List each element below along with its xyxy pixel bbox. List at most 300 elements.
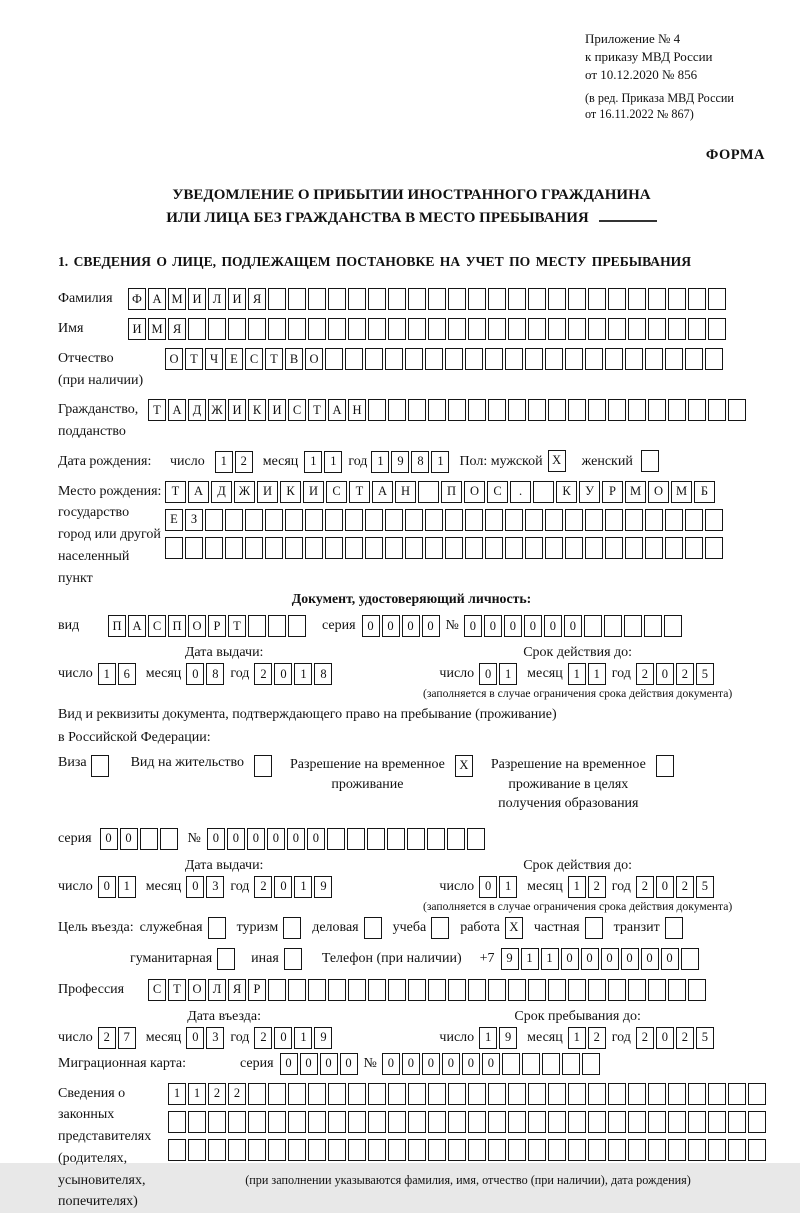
- char-cell[interactable]: 2: [208, 1083, 226, 1105]
- char-cell[interactable]: [548, 1083, 566, 1105]
- char-cell[interactable]: [625, 537, 643, 559]
- char-cell[interactable]: 0: [661, 948, 679, 970]
- char-cell[interactable]: 0: [280, 1053, 298, 1075]
- char-cell[interactable]: [605, 509, 623, 531]
- char-cell[interactable]: [668, 318, 686, 340]
- char-cell[interactable]: Т: [308, 399, 326, 421]
- char-cell[interactable]: [748, 1139, 766, 1161]
- char-cell[interactable]: [408, 318, 426, 340]
- char-cell[interactable]: [245, 537, 263, 559]
- char-cell[interactable]: 9: [391, 451, 409, 473]
- char-cell[interactable]: 0: [656, 876, 674, 898]
- char-cell[interactable]: [467, 828, 485, 850]
- char-cell[interactable]: [325, 348, 343, 370]
- char-cell[interactable]: [681, 948, 699, 970]
- char-cell[interactable]: 0: [287, 828, 305, 850]
- char-cell[interactable]: 9: [314, 876, 332, 898]
- char-cell[interactable]: [604, 615, 622, 637]
- char-cell[interactable]: 0: [422, 1053, 440, 1075]
- char-cell[interactable]: [388, 318, 406, 340]
- char-cell[interactable]: [228, 1139, 246, 1161]
- char-cell[interactable]: [488, 288, 506, 310]
- char-cell[interactable]: [345, 537, 363, 559]
- char-cell[interactable]: [388, 288, 406, 310]
- char-cell[interactable]: [465, 348, 483, 370]
- char-cell[interactable]: [608, 288, 626, 310]
- char-cell[interactable]: 1: [431, 451, 449, 473]
- char-cell[interactable]: У: [579, 481, 600, 503]
- char-cell[interactable]: [582, 1053, 600, 1075]
- char-cell[interactable]: 0: [504, 615, 522, 637]
- char-cell[interactable]: [548, 399, 566, 421]
- char-cell[interactable]: [308, 979, 326, 1001]
- char-cell[interactable]: 8: [411, 451, 429, 473]
- char-cell[interactable]: [268, 1083, 286, 1105]
- char-cell[interactable]: [705, 509, 723, 531]
- char-cell[interactable]: О: [165, 348, 183, 370]
- char-cell[interactable]: [528, 1111, 546, 1133]
- char-cell[interactable]: [685, 537, 703, 559]
- char-cell[interactable]: [728, 399, 746, 421]
- char-cell[interactable]: 0: [120, 828, 138, 850]
- char-cell[interactable]: Б: [694, 481, 715, 503]
- char-cell[interactable]: [588, 1083, 606, 1105]
- char-cell[interactable]: [268, 615, 286, 637]
- temp-residence-edu-checkbox[interactable]: [656, 755, 674, 777]
- char-cell[interactable]: [628, 979, 646, 1001]
- char-cell[interactable]: [268, 288, 286, 310]
- char-cell[interactable]: [568, 318, 586, 340]
- char-cell[interactable]: [664, 615, 682, 637]
- char-cell[interactable]: [288, 288, 306, 310]
- char-cell[interactable]: [668, 399, 686, 421]
- char-cell[interactable]: О: [464, 481, 485, 503]
- char-cell[interactable]: 0: [300, 1053, 318, 1075]
- char-cell[interactable]: [628, 1083, 646, 1105]
- char-cell[interactable]: [565, 509, 583, 531]
- char-cell[interactable]: [308, 288, 326, 310]
- char-cell[interactable]: [665, 348, 683, 370]
- char-cell[interactable]: [288, 318, 306, 340]
- char-cell[interactable]: [528, 1139, 546, 1161]
- char-cell[interactable]: О: [305, 348, 323, 370]
- char-cell[interactable]: [628, 1139, 646, 1161]
- char-cell[interactable]: [405, 509, 423, 531]
- char-cell[interactable]: [288, 615, 306, 637]
- char-cell[interactable]: [645, 348, 663, 370]
- char-cell[interactable]: Ж: [208, 399, 226, 421]
- char-cell[interactable]: [368, 1111, 386, 1133]
- char-cell[interactable]: 1: [568, 1027, 586, 1049]
- char-cell[interactable]: Е: [165, 509, 183, 531]
- char-cell[interactable]: [685, 509, 703, 531]
- char-cell[interactable]: [208, 1111, 226, 1133]
- char-cell[interactable]: [425, 348, 443, 370]
- char-cell[interactable]: [728, 1139, 746, 1161]
- char-cell[interactable]: [388, 1111, 406, 1133]
- char-cell[interactable]: [588, 399, 606, 421]
- char-cell[interactable]: [728, 1111, 746, 1133]
- char-cell[interactable]: О: [188, 615, 206, 637]
- char-cell[interactable]: [585, 348, 603, 370]
- char-cell[interactable]: [268, 318, 286, 340]
- char-cell[interactable]: 1: [499, 876, 517, 898]
- char-cell[interactable]: [608, 399, 626, 421]
- char-cell[interactable]: [348, 979, 366, 1001]
- char-cell[interactable]: 0: [207, 828, 225, 850]
- char-cell[interactable]: [160, 828, 178, 850]
- char-cell[interactable]: Ж: [234, 481, 255, 503]
- char-cell[interactable]: [428, 318, 446, 340]
- char-cell[interactable]: [168, 1111, 186, 1133]
- char-cell[interactable]: 9: [314, 1027, 332, 1049]
- purpose-study-checkbox[interactable]: [431, 917, 449, 939]
- char-cell[interactable]: [548, 1111, 566, 1133]
- char-cell[interactable]: [585, 537, 603, 559]
- char-cell[interactable]: [388, 1139, 406, 1161]
- char-cell[interactable]: 0: [98, 876, 116, 898]
- char-cell[interactable]: [428, 399, 446, 421]
- char-cell[interactable]: [425, 537, 443, 559]
- char-cell[interactable]: К: [280, 481, 301, 503]
- char-cell[interactable]: [308, 1139, 326, 1161]
- char-cell[interactable]: [348, 1111, 366, 1133]
- char-cell[interactable]: [525, 348, 543, 370]
- char-cell[interactable]: [488, 1139, 506, 1161]
- char-cell[interactable]: [328, 979, 346, 1001]
- char-cell[interactable]: 8: [206, 663, 224, 685]
- visa-checkbox[interactable]: [91, 755, 109, 777]
- char-cell[interactable]: [368, 979, 386, 1001]
- purpose-humanitarian-checkbox[interactable]: [217, 948, 235, 970]
- char-cell[interactable]: 7: [118, 1027, 136, 1049]
- char-cell[interactable]: [228, 1111, 246, 1133]
- char-cell[interactable]: [265, 509, 283, 531]
- char-cell[interactable]: [328, 318, 346, 340]
- char-cell[interactable]: 1: [188, 1083, 206, 1105]
- char-cell[interactable]: Я: [248, 288, 266, 310]
- char-cell[interactable]: 1: [541, 948, 559, 970]
- char-cell[interactable]: [368, 399, 386, 421]
- char-cell[interactable]: [265, 537, 283, 559]
- char-cell[interactable]: 1: [588, 663, 606, 685]
- char-cell[interactable]: 2: [676, 876, 694, 898]
- char-cell[interactable]: [185, 537, 203, 559]
- char-cell[interactable]: 0: [274, 876, 292, 898]
- char-cell[interactable]: [448, 979, 466, 1001]
- char-cell[interactable]: [165, 537, 183, 559]
- char-cell[interactable]: [208, 1139, 226, 1161]
- char-cell[interactable]: [488, 318, 506, 340]
- char-cell[interactable]: [468, 979, 486, 1001]
- char-cell[interactable]: [665, 509, 683, 531]
- char-cell[interactable]: [545, 509, 563, 531]
- char-cell[interactable]: [668, 1083, 686, 1105]
- char-cell[interactable]: [568, 1111, 586, 1133]
- char-cell[interactable]: [205, 537, 223, 559]
- char-cell[interactable]: [348, 318, 366, 340]
- char-cell[interactable]: 0: [340, 1053, 358, 1075]
- char-cell[interactable]: 2: [98, 1027, 116, 1049]
- char-cell[interactable]: Т: [165, 481, 186, 503]
- char-cell[interactable]: 1: [521, 948, 539, 970]
- char-cell[interactable]: [448, 399, 466, 421]
- char-cell[interactable]: 0: [601, 948, 619, 970]
- char-cell[interactable]: [668, 1111, 686, 1133]
- char-cell[interactable]: [285, 509, 303, 531]
- char-cell[interactable]: [628, 318, 646, 340]
- char-cell[interactable]: 1: [168, 1083, 186, 1105]
- char-cell[interactable]: М: [168, 288, 186, 310]
- char-cell[interactable]: [408, 1111, 426, 1133]
- char-cell[interactable]: [588, 1111, 606, 1133]
- char-cell[interactable]: Т: [349, 481, 370, 503]
- char-cell[interactable]: [345, 348, 363, 370]
- char-cell[interactable]: [545, 348, 563, 370]
- char-cell[interactable]: [468, 399, 486, 421]
- char-cell[interactable]: [288, 979, 306, 1001]
- char-cell[interactable]: [508, 979, 526, 1001]
- char-cell[interactable]: [285, 537, 303, 559]
- char-cell[interactable]: [188, 1139, 206, 1161]
- char-cell[interactable]: [528, 399, 546, 421]
- char-cell[interactable]: 0: [186, 663, 204, 685]
- char-cell[interactable]: Ф: [128, 288, 146, 310]
- char-cell[interactable]: [688, 318, 706, 340]
- char-cell[interactable]: 2: [636, 1027, 654, 1049]
- char-cell[interactable]: И: [188, 288, 206, 310]
- char-cell[interactable]: Я: [228, 979, 246, 1001]
- sex-male-checkbox[interactable]: X: [548, 450, 566, 472]
- char-cell[interactable]: 1: [479, 1027, 497, 1049]
- char-cell[interactable]: И: [128, 318, 146, 340]
- char-cell[interactable]: [525, 537, 543, 559]
- char-cell[interactable]: 8: [314, 663, 332, 685]
- char-cell[interactable]: [485, 509, 503, 531]
- char-cell[interactable]: Р: [602, 481, 623, 503]
- char-cell[interactable]: 2: [235, 451, 253, 473]
- char-cell[interactable]: 6: [118, 663, 136, 685]
- char-cell[interactable]: [708, 1111, 726, 1133]
- char-cell[interactable]: 0: [100, 828, 118, 850]
- char-cell[interactable]: 5: [696, 876, 714, 898]
- char-cell[interactable]: Р: [208, 615, 226, 637]
- char-cell[interactable]: 0: [544, 615, 562, 637]
- char-cell[interactable]: 3: [206, 1027, 224, 1049]
- char-cell[interactable]: [588, 979, 606, 1001]
- char-cell[interactable]: [368, 1083, 386, 1105]
- char-cell[interactable]: [365, 348, 383, 370]
- char-cell[interactable]: [584, 615, 602, 637]
- char-cell[interactable]: [568, 1139, 586, 1161]
- char-cell[interactable]: 0: [524, 615, 542, 637]
- char-cell[interactable]: [445, 537, 463, 559]
- char-cell[interactable]: 0: [186, 1027, 204, 1049]
- char-cell[interactable]: Т: [148, 399, 166, 421]
- char-cell[interactable]: [668, 288, 686, 310]
- char-cell[interactable]: [688, 1111, 706, 1133]
- char-cell[interactable]: [308, 1083, 326, 1105]
- char-cell[interactable]: [688, 1139, 706, 1161]
- char-cell[interactable]: [328, 1139, 346, 1161]
- char-cell[interactable]: [385, 509, 403, 531]
- char-cell[interactable]: М: [625, 481, 646, 503]
- char-cell[interactable]: [508, 1111, 526, 1133]
- char-cell[interactable]: [728, 1083, 746, 1105]
- char-cell[interactable]: [565, 348, 583, 370]
- char-cell[interactable]: [445, 348, 463, 370]
- char-cell[interactable]: [488, 979, 506, 1001]
- char-cell[interactable]: А: [372, 481, 393, 503]
- char-cell[interactable]: [588, 288, 606, 310]
- char-cell[interactable]: [608, 1083, 626, 1105]
- char-cell[interactable]: [568, 979, 586, 1001]
- char-cell[interactable]: [368, 318, 386, 340]
- char-cell[interactable]: 1: [324, 451, 342, 473]
- char-cell[interactable]: [448, 288, 466, 310]
- char-cell[interactable]: 0: [442, 1053, 460, 1075]
- char-cell[interactable]: [468, 1111, 486, 1133]
- char-cell[interactable]: 2: [254, 876, 272, 898]
- char-cell[interactable]: [205, 509, 223, 531]
- char-cell[interactable]: [348, 288, 366, 310]
- char-cell[interactable]: [248, 1139, 266, 1161]
- char-cell[interactable]: [368, 1139, 386, 1161]
- char-cell[interactable]: [248, 1111, 266, 1133]
- char-cell[interactable]: [688, 1083, 706, 1105]
- char-cell[interactable]: [188, 1111, 206, 1133]
- char-cell[interactable]: [468, 1083, 486, 1105]
- char-cell[interactable]: [548, 318, 566, 340]
- char-cell[interactable]: 0: [621, 948, 639, 970]
- char-cell[interactable]: А: [128, 615, 146, 637]
- char-cell[interactable]: [268, 1111, 286, 1133]
- char-cell[interactable]: [608, 1111, 626, 1133]
- char-cell[interactable]: 0: [641, 948, 659, 970]
- char-cell[interactable]: [345, 509, 363, 531]
- char-cell[interactable]: [708, 288, 726, 310]
- char-cell[interactable]: 2: [636, 876, 654, 898]
- char-cell[interactable]: [248, 318, 266, 340]
- char-cell[interactable]: [648, 318, 666, 340]
- char-cell[interactable]: [485, 537, 503, 559]
- char-cell[interactable]: А: [328, 399, 346, 421]
- char-cell[interactable]: С: [148, 615, 166, 637]
- char-cell[interactable]: [405, 348, 423, 370]
- char-cell[interactable]: 0: [464, 615, 482, 637]
- char-cell[interactable]: [588, 1139, 606, 1161]
- char-cell[interactable]: [668, 979, 686, 1001]
- char-cell[interactable]: [368, 288, 386, 310]
- char-cell[interactable]: [388, 399, 406, 421]
- char-cell[interactable]: [468, 288, 486, 310]
- char-cell[interactable]: М: [671, 481, 692, 503]
- char-cell[interactable]: [644, 615, 662, 637]
- sex-female-checkbox[interactable]: [641, 450, 659, 472]
- char-cell[interactable]: Я: [168, 318, 186, 340]
- char-cell[interactable]: [665, 537, 683, 559]
- char-cell[interactable]: [605, 348, 623, 370]
- char-cell[interactable]: 5: [696, 1027, 714, 1049]
- char-cell[interactable]: Т: [265, 348, 283, 370]
- char-cell[interactable]: [248, 615, 266, 637]
- char-cell[interactable]: [648, 979, 666, 1001]
- char-cell[interactable]: П: [168, 615, 186, 637]
- char-cell[interactable]: [408, 1139, 426, 1161]
- char-cell[interactable]: [508, 318, 526, 340]
- char-cell[interactable]: [388, 979, 406, 1001]
- char-cell[interactable]: [748, 1111, 766, 1133]
- char-cell[interactable]: [448, 1083, 466, 1105]
- char-cell[interactable]: [188, 318, 206, 340]
- char-cell[interactable]: [648, 399, 666, 421]
- char-cell[interactable]: В: [285, 348, 303, 370]
- char-cell[interactable]: [708, 1083, 726, 1105]
- char-cell[interactable]: 0: [479, 876, 497, 898]
- char-cell[interactable]: 0: [382, 615, 400, 637]
- purpose-other-checkbox[interactable]: [284, 948, 302, 970]
- char-cell[interactable]: Т: [228, 615, 246, 637]
- char-cell[interactable]: [624, 615, 642, 637]
- char-cell[interactable]: [748, 1083, 766, 1105]
- char-cell[interactable]: [208, 318, 226, 340]
- char-cell[interactable]: [465, 509, 483, 531]
- char-cell[interactable]: [448, 1139, 466, 1161]
- char-cell[interactable]: И: [268, 399, 286, 421]
- char-cell[interactable]: [708, 399, 726, 421]
- char-cell[interactable]: 0: [561, 948, 579, 970]
- char-cell[interactable]: 2: [254, 663, 272, 685]
- purpose-official-checkbox[interactable]: [208, 917, 226, 939]
- char-cell[interactable]: [505, 509, 523, 531]
- char-cell[interactable]: [468, 318, 486, 340]
- char-cell[interactable]: 2: [228, 1083, 246, 1105]
- char-cell[interactable]: [347, 828, 365, 850]
- char-cell[interactable]: 1: [294, 876, 312, 898]
- char-cell[interactable]: [308, 318, 326, 340]
- char-cell[interactable]: [708, 1139, 726, 1161]
- char-cell[interactable]: Н: [395, 481, 416, 503]
- char-cell[interactable]: М: [148, 318, 166, 340]
- char-cell[interactable]: А: [148, 288, 166, 310]
- char-cell[interactable]: [648, 1083, 666, 1105]
- char-cell[interactable]: 0: [581, 948, 599, 970]
- char-cell[interactable]: [428, 1083, 446, 1105]
- char-cell[interactable]: 0: [479, 663, 497, 685]
- char-cell[interactable]: [348, 1139, 366, 1161]
- char-cell[interactable]: 3: [206, 876, 224, 898]
- char-cell[interactable]: И: [228, 288, 246, 310]
- char-cell[interactable]: [328, 1111, 346, 1133]
- char-cell[interactable]: 0: [307, 828, 325, 850]
- char-cell[interactable]: [325, 537, 343, 559]
- char-cell[interactable]: Д: [211, 481, 232, 503]
- char-cell[interactable]: 9: [499, 1027, 517, 1049]
- char-cell[interactable]: [447, 828, 465, 850]
- char-cell[interactable]: 0: [186, 876, 204, 898]
- char-cell[interactable]: [268, 979, 286, 1001]
- char-cell[interactable]: [365, 509, 383, 531]
- char-cell[interactable]: [488, 1111, 506, 1133]
- char-cell[interactable]: [628, 1111, 646, 1133]
- char-cell[interactable]: 1: [304, 451, 322, 473]
- char-cell[interactable]: [688, 288, 706, 310]
- char-cell[interactable]: [425, 509, 443, 531]
- char-cell[interactable]: [408, 399, 426, 421]
- char-cell[interactable]: [562, 1053, 580, 1075]
- char-cell[interactable]: Д: [188, 399, 206, 421]
- char-cell[interactable]: [605, 537, 623, 559]
